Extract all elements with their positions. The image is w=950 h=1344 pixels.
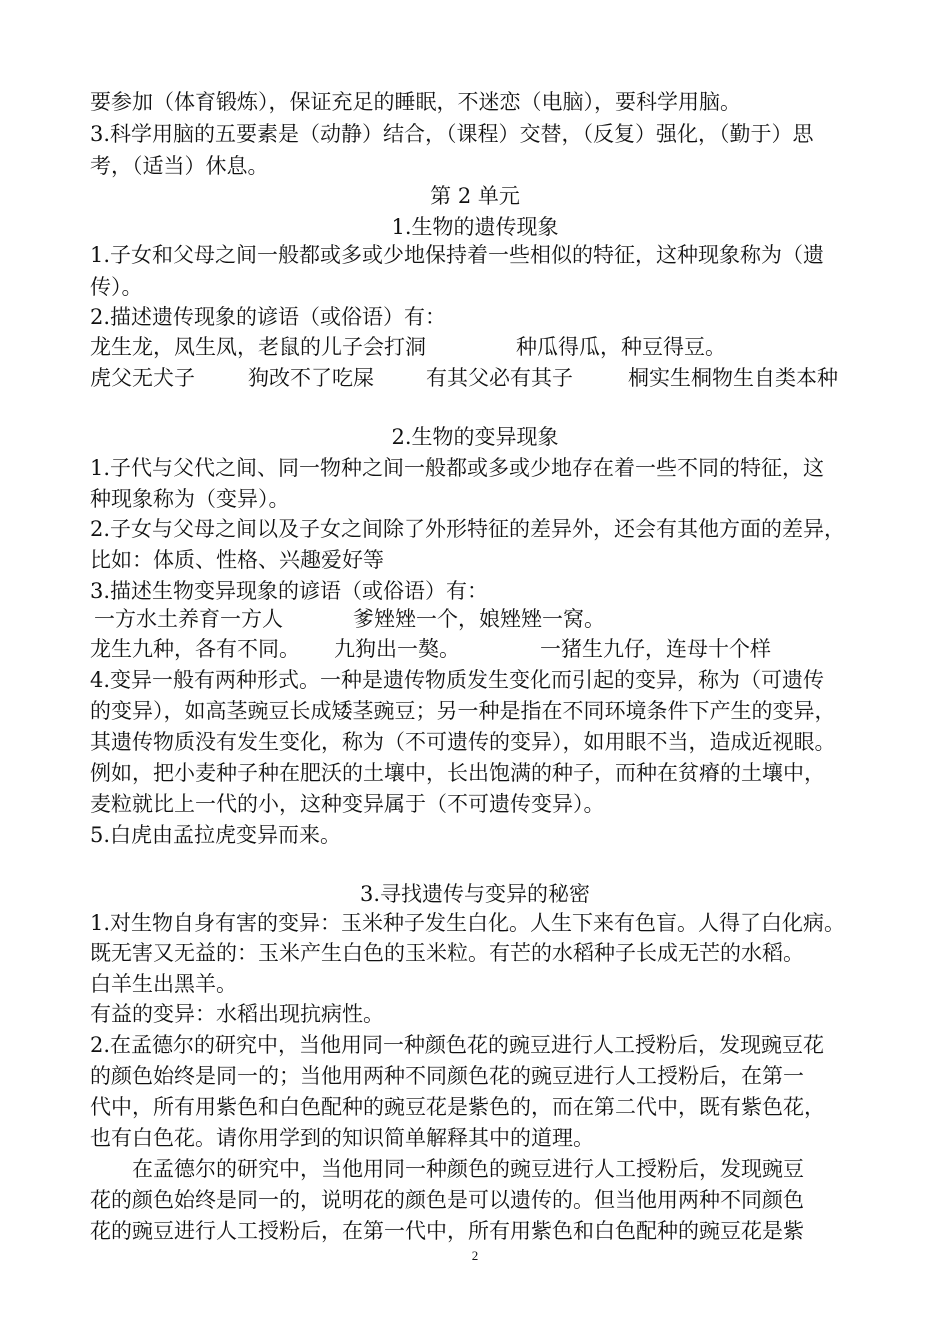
page-number: 2 <box>471 1248 479 1263</box>
proverb-row <box>90 633 870 665</box>
proverb: 虎父无犬子 <box>90 366 195 390</box>
text-line: 的变异），如高茎豌豆长成矮茎豌豆；另一种是指在不同环境条件下产生的变异， <box>90 699 836 723</box>
proverb: 九狗出一獒。 <box>334 637 460 661</box>
section-heading: 2.生物的变异现象 <box>391 425 559 449</box>
text-line: 白羊生出黑羊。 <box>90 972 237 996</box>
proverb: 狗改不了吃屎 <box>248 366 374 390</box>
text-line: 麦粒就比上一代的小，这种变异属于（不可遗传变异）。 <box>90 792 605 816</box>
text-line: 的颜色始终是同一的；当他用两种不同颜色花的豌豆进行人工授粉后，在第一 <box>90 1064 804 1088</box>
text-line: 1.子女和父母之间一般都或多或少地保持着一些相似的特征，这种现象称为（遗 <box>90 243 825 267</box>
text-line: 要参加（体育锻炼），保证充足的睡眠，不迷恋（电脑），要科学用脑。 <box>90 90 741 114</box>
text-line: 考，（适当）休息。 <box>90 154 269 178</box>
proverb: 种瓜得瓜，种豆得豆。 <box>516 335 726 359</box>
text-line: 既无害又无益的：玉米产生白色的玉米粒。有芒的水稻种子长成无芒的水稻。 <box>90 941 804 965</box>
proverb: 爹矬矬一个，娘矬矬一窝。 <box>353 607 605 631</box>
unit-heading: 第 2 单元 <box>430 184 520 208</box>
text-line: 1.对生物自身有害的变异：玉米种子发生白化。人生下来有色盲。人得了白化病。 <box>90 911 846 935</box>
text-line: 4.变异一般有两种形式。一种是遗传物质发生变化而引起的变异，称为（可遗传 <box>90 668 825 692</box>
proverb-row <box>90 331 870 363</box>
text-line: 花的颜色始终是同一的，说明花的颜色是可以遗传的。但当他用两种不同颜色 <box>90 1188 804 1212</box>
proverb-row <box>90 362 870 394</box>
proverb: 有其父必有其子 <box>426 366 573 390</box>
proverb: 桐实生桐物生自类本种 <box>628 366 838 390</box>
text-line: 3.描述生物变异现象的谚语（或俗语）有： <box>90 579 489 603</box>
text-line: 2.描述遗传现象的谚语（或俗语）有： <box>90 305 447 329</box>
text-line: 种现象称为（变异）。 <box>90 487 290 511</box>
proverb: 龙生九种，各有不同。 <box>90 637 300 661</box>
text-line: 也有白色花。请你用学到的知识简单解释其中的道理。 <box>90 1126 594 1150</box>
text-line: 代中，所有用紫色和白色配种的豌豆花是紫色的，而在第二代中，既有紫色花， <box>90 1095 825 1119</box>
section-heading: 3.寻找遗传与变异的秘密 <box>359 882 591 906</box>
text-line: 2.子女与父母之间以及子女之间除了外形特征的差异外，还会有其他方面的差异， <box>90 517 846 541</box>
proverb: 一方水土养育一方人 <box>94 607 283 631</box>
proverb-row <box>90 603 870 635</box>
text-line: 花的豌豆进行人工授粉后，在第一代中，所有用紫色和白色配种的豌豆花是紫 <box>90 1219 804 1243</box>
text-line: 比如：体质、性格、兴趣爱好等 <box>90 548 384 572</box>
text-line: 5.白虎由孟拉虎变异而来。 <box>90 823 342 847</box>
text-line: 1.子代与父代之间、同一物种之间一般都或多或少地存在着一些不同的特征，这 <box>90 456 825 480</box>
proverb: 一猪生九仔，连母十个样 <box>540 637 771 661</box>
text-line: 例如，把小麦种子种在肥沃的土壤中，长出饱满的种子，而种在贫瘠的土壤中， <box>90 761 825 785</box>
text-line: 3.科学用脑的五要素是（动静）结合，（课程）交替，（反复）强化，（勤于）思 <box>90 122 814 146</box>
proverb: 龙生龙，凤生凤，老鼠的儿子会打洞 <box>90 335 426 359</box>
text-line: 在孟德尔的研究中，当他用同一种颜色的豌豆进行人工授粉后，发现豌豆 <box>132 1157 804 1181</box>
text-line: 其遗传物质没有发生变化，称为（不可遗传的变异），如用眼不当，造成近视眼。 <box>90 730 836 754</box>
section-heading: 1.生物的遗传现象 <box>391 215 559 239</box>
text-line: 有益的变异：水稻出现抗病性。 <box>90 1002 384 1026</box>
text-line: 2.在孟德尔的研究中，当他用同一种颜色花的豌豆进行人工授粉后，发现豌豆花 <box>90 1033 825 1057</box>
text-line: 传）。 <box>90 275 143 299</box>
